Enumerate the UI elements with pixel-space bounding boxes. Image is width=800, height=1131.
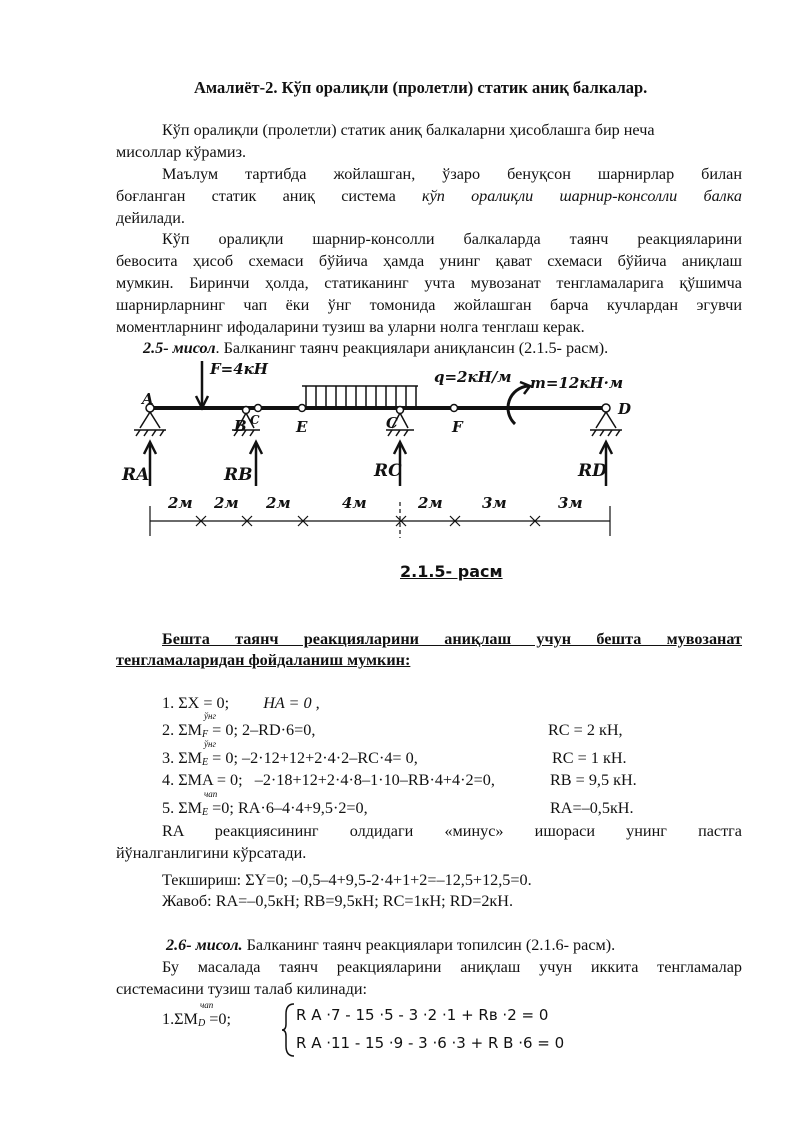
example-2-eq-label: 1.ΣM — [162, 1010, 198, 1028]
label-m: m=12кН·м — [530, 374, 624, 392]
example-2-eq-sup: чап — [199, 1000, 214, 1010]
label-F: F=4кН — [210, 360, 268, 378]
heading-line-2: тенгламаларидан фойдаланиш мумкин: — [116, 651, 411, 669]
intro-line-3: Маълум тартибда жойлашган, ўзаро бенуқсон шарнирлар билан — [162, 165, 742, 183]
minus-note-line-2: йўналганлигини кўрсатади. — [116, 844, 307, 862]
figure-caption: 2.1.5- расм — [400, 562, 503, 581]
dim-1: 2м — [168, 494, 193, 512]
equation-4-result: RB = 9,5 кН. — [550, 771, 637, 789]
equation-4-body: –2·18+12+2·4·8–1·10–RB·4+4·2=0, — [254, 771, 495, 789]
reaction-RC: RC — [374, 461, 402, 481]
system-brace — [282, 1002, 296, 1058]
equation-2 — [162, 711, 316, 740]
equation-2-label: 2. ΣM — [162, 721, 203, 739]
equation-1-body: HA = 0 , — [263, 694, 320, 712]
equation-4-label: 4. ΣMA = 0; — [162, 771, 243, 789]
example-2-line-2: Бу масалада таянч реакцияларини аниқлаш учун иккита тенгламалар — [162, 958, 742, 976]
intro-line-10: моментларнинг ифодаларини тузиш ва уларни нолга тенглаш керак. — [116, 318, 585, 336]
example-1-text: . Балканинг таянч реакциялари аниқлансин (2.1.5- расм). — [215, 339, 609, 357]
reaction-RA: RA — [122, 465, 150, 485]
force-arrow — [196, 361, 208, 408]
example-2-eq-sub: D — [197, 1018, 206, 1029]
example-2-label: 2.6- мисол. — [166, 936, 243, 954]
dim-4: 4м — [342, 494, 367, 512]
intro-line-2: мисоллар кўрамиз. — [116, 143, 247, 161]
equation-5-sup: чап — [204, 789, 218, 799]
equation-2-result: RC = 2 кН, — [548, 721, 623, 739]
dim-7: 3м — [558, 494, 583, 512]
equation-3 — [162, 739, 418, 768]
point-F: F — [452, 418, 463, 436]
dim-3: 2м — [266, 494, 291, 512]
equation-2-sub: F — [202, 729, 209, 740]
hinge-F — [451, 405, 458, 412]
equation-3-sub: E — [202, 757, 209, 768]
hinge-B — [255, 405, 262, 412]
point-E: E — [296, 418, 308, 436]
equation-5-sub: E — [202, 807, 209, 818]
beam-diagram — [110, 356, 670, 546]
point-B: B — [234, 417, 247, 435]
equation-1 — [162, 694, 320, 713]
heading-line-1: Бешта таянч реакцияларини аниқлаш учун бешта мувозанат — [162, 630, 742, 648]
equation-5 — [162, 789, 368, 818]
example-2-text: Балканинг таянч реакциялари топилсин (2.1.6- расм). — [242, 936, 616, 954]
distributed-load — [302, 386, 418, 406]
example-2-eq-rest: =0; — [205, 1010, 231, 1028]
intro-line-4-text: боғланган статик аниқ система — [116, 187, 396, 205]
equation-5-result: RA=–0,5кН. — [550, 799, 634, 817]
label-q: q=2кН/м — [434, 368, 512, 386]
intro-line-1: Кўп оралиқли (пролетли) статик аниқ балкаларни ҳисоблашга бир неча — [162, 121, 655, 139]
check-line: Текшириш: ΣY=0; –0,5–4+9,5-2·4+1+2=–12,5+12,5=0. — [162, 871, 532, 889]
equation-1-label: 1. ΣX = 0; — [162, 694, 230, 712]
equation-2-body: = 0; 2–RD·6=0, — [208, 721, 316, 739]
minus-note-line-1: RA реакциясининг олдидаги «минус» ишораси унинг пастга — [162, 822, 742, 840]
equation-3-sup: ўнг — [204, 739, 216, 749]
reaction-RB: RB — [224, 465, 253, 485]
hinge-E — [299, 405, 306, 412]
intro-line-5: дейилади. — [116, 209, 185, 227]
reaction-RD: RD — [578, 461, 607, 481]
intro-line-6: Кўп оралиқли шарнир-консолли балкаларда таянч реакцияларини — [162, 230, 742, 248]
intro-line-7: бевосита ҳисоб схемаси бўйича ҳамда унинг қават схемаси бўйича аниқлаш — [116, 252, 742, 270]
equation-5-label: 5. ΣM — [162, 799, 203, 817]
point-C: C — [386, 414, 398, 432]
equation-5-body: =0; RA·6–4·4+9,5·2=0, — [208, 799, 368, 817]
point-A: A — [142, 390, 154, 408]
dim-2: 2м — [214, 494, 239, 512]
equation-2-sup: ўнг — [204, 711, 216, 721]
example-2-line — [166, 936, 615, 955]
dim-5: 2м — [418, 494, 443, 512]
equation-3-label: 3. ΣM — [162, 749, 203, 767]
equation-4 — [162, 771, 495, 790]
term-italic: кўп оралиқли шарнир-консолли балка — [422, 187, 742, 205]
dim-6: 3м — [482, 494, 507, 512]
intro-line-9: шарнирларнинг чап ёки ўнг томонида жойлашган барча кучлардан эгувчи — [116, 296, 742, 314]
example-1-label: 2.5- мисол — [143, 339, 216, 357]
equation-3-body: = 0; –2·12+12+2·4·2–RC·4= 0, — [208, 749, 418, 767]
intro-line-4 — [116, 187, 742, 206]
intro-line-8: мумкин. Биринчи ҳолда, статиканинг учта мувозанат тенгламаларига қўшимча — [116, 274, 742, 292]
point-D: D — [618, 400, 632, 418]
system-equation-2: R A ·11 - 15 ·9 - 3 ·6 ·3 + R B ·6 = 0 — [296, 1034, 565, 1052]
example-2-equation — [162, 1000, 231, 1029]
answer-line: Жавоб: RA=–0,5кН; RB=9,5кН; RC=1кН; RD=2кН. — [162, 892, 514, 910]
system-equation-1: R A ·7 - 15 ·5 - 3 ·2 ·1 + Rв ·2 = 0 — [296, 1006, 549, 1024]
page-title: Амалиёт-2. Кўп оралиқли (пролетли) статик аниқ балкалар. — [194, 78, 648, 97]
example-2-line-3: системасини тузиш талаб килинади: — [116, 980, 368, 998]
point-C-small: C — [250, 413, 260, 427]
equation-3-result: RC = 1 кН. — [552, 749, 627, 767]
